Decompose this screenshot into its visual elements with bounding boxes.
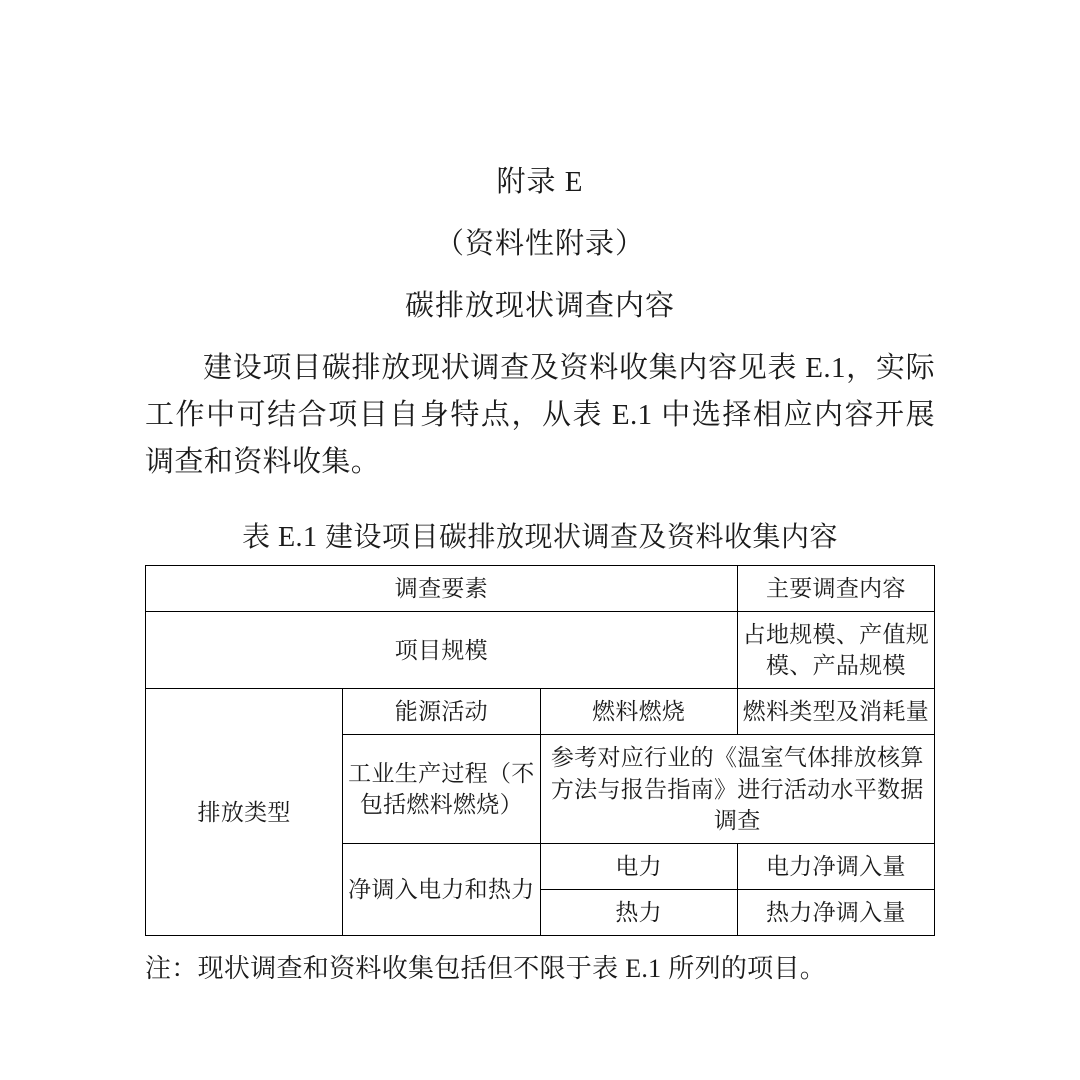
cell-fuel-combustion: 燃料燃烧 <box>540 689 737 735</box>
cell-electricity: 电力 <box>540 843 737 889</box>
appendix-subtitle: （资料性附录） <box>434 227 645 260</box>
cell-project-scale-label: 项目规模 <box>146 612 738 689</box>
document-page <box>0 165 1080 1080</box>
cell-emission-type-label: 排放类型 <box>146 689 343 935</box>
appendix-heading: 碳排放现状调查内容 <box>404 289 675 322</box>
table-caption: 表 E.1 建设项目碳排放现状调查及资料收集内容 <box>241 522 839 554</box>
table-row <box>146 689 935 735</box>
cell-project-scale-value: 占地规模、产值规模、产品规模 <box>737 612 934 689</box>
table-row <box>146 612 935 689</box>
body-paragraph: 建设项目碳排放现状调查及资料收集内容见表 E.1，实际工作中可结合项目自身特点，从表 E.1 中选择相应内容开展调查和资料收集。 <box>145 352 935 479</box>
cell-industrial-process-content: 参考对应行业的《温室气体排放核算方法与报告指南》进行活动水平数据调查 <box>540 735 935 843</box>
cell-net-purchase: 净调入电力和热力 <box>343 843 540 935</box>
cell-heat-content: 热力净调入量 <box>737 889 934 935</box>
cell-energy-activity: 能源活动 <box>343 689 540 735</box>
cell-heat: 热力 <box>540 889 737 935</box>
table-header-main-content: 主要调查内容 <box>737 566 934 612</box>
cell-fuel-type-consumption: 燃料类型及消耗量 <box>737 689 934 735</box>
survey-table <box>145 565 935 935</box>
table-row <box>146 566 935 612</box>
cell-electricity-content: 电力净调入量 <box>737 843 934 889</box>
table-header-survey-element: 调查要素 <box>146 566 738 612</box>
appendix-title: 附录 E <box>496 166 584 198</box>
table-note: 注：现状调查和资料收集包括但不限于表 E.1 所列的项目。 <box>145 953 827 983</box>
cell-industrial-process: 工业生产过程（不包括燃料燃烧） <box>343 735 540 843</box>
